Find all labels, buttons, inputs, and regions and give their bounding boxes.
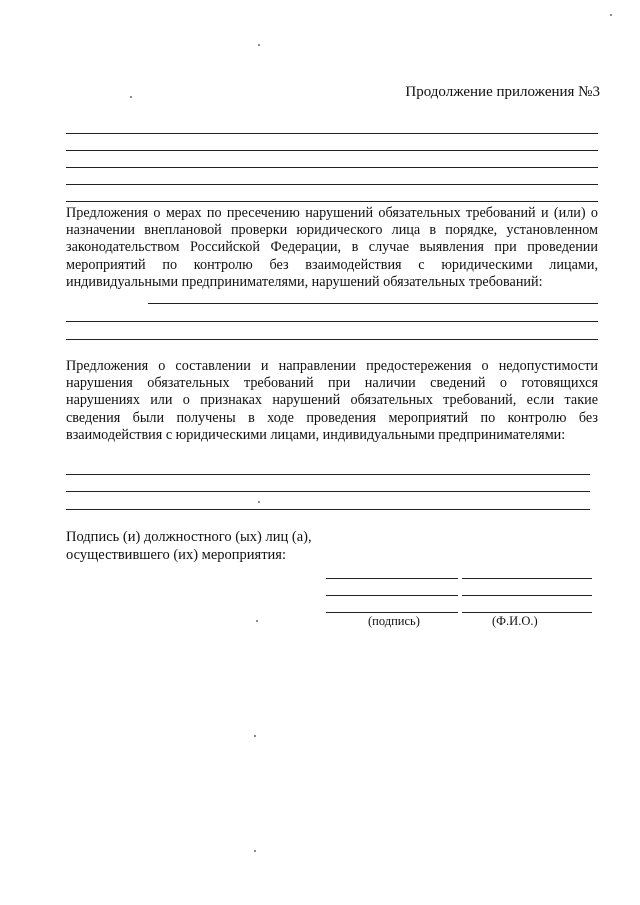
blank-line (66, 133, 598, 134)
warning-proposal-paragraph (66, 358, 598, 444)
signature-line (326, 595, 458, 596)
scan-speck (254, 735, 256, 737)
blank-line (66, 184, 598, 185)
blank-line (66, 474, 590, 475)
measures-proposal-text: Предложения о мерах по пресечению нарушений обязательных требований и (или) о назначении внеплановой проверки юридического лица в порядке, установленном законодательством Российской Федерации, в случае выявления при проведении мероприятий по контролю без взаимодействия с юридическими лицами, индивидуальными предпринимателями, нарушений обязательных требований: (66, 205, 598, 290)
scan-speck (258, 501, 260, 503)
blank-line (66, 321, 598, 322)
scan-speck (258, 44, 260, 46)
blank-line (66, 150, 598, 151)
signature-line (326, 578, 458, 579)
blank-line (148, 303, 598, 304)
scan-speck (610, 14, 612, 16)
blank-line (66, 167, 598, 168)
scan-speck (130, 96, 132, 98)
signature-caption: (подпись) (368, 614, 420, 628)
name-line (462, 578, 592, 579)
blank-line (66, 339, 598, 340)
blank-line (66, 509, 590, 510)
signature-label (66, 528, 312, 564)
name-line (462, 595, 592, 596)
blank-line (66, 201, 598, 202)
signature-label-line2: осуществившего (их) мероприятия: (66, 547, 286, 563)
blank-line (66, 491, 590, 492)
name-caption: (Ф.И.О.) (492, 614, 538, 628)
signature-label-line1: Подпись (и) должностного (ых) лиц (а), (66, 529, 312, 545)
scan-speck (256, 620, 258, 622)
warning-proposal-text: Предложения о составлении и направлении предостережения о недопустимости нарушения обязательных требований при наличии сведений о готовящихся нарушениях или о признаках нарушений обязательных требований, если такие сведения были получены в ходе проведения мероприятий по контролю без взаимодействия с юридическими лицами, индивидуальными предпринимателями: (66, 358, 598, 443)
appendix-continuation-title: Продолжение приложения №3 (405, 84, 600, 100)
measures-proposal-paragraph (66, 205, 598, 291)
scan-speck (254, 850, 256, 852)
signature-line (326, 612, 458, 613)
name-line (462, 612, 592, 613)
